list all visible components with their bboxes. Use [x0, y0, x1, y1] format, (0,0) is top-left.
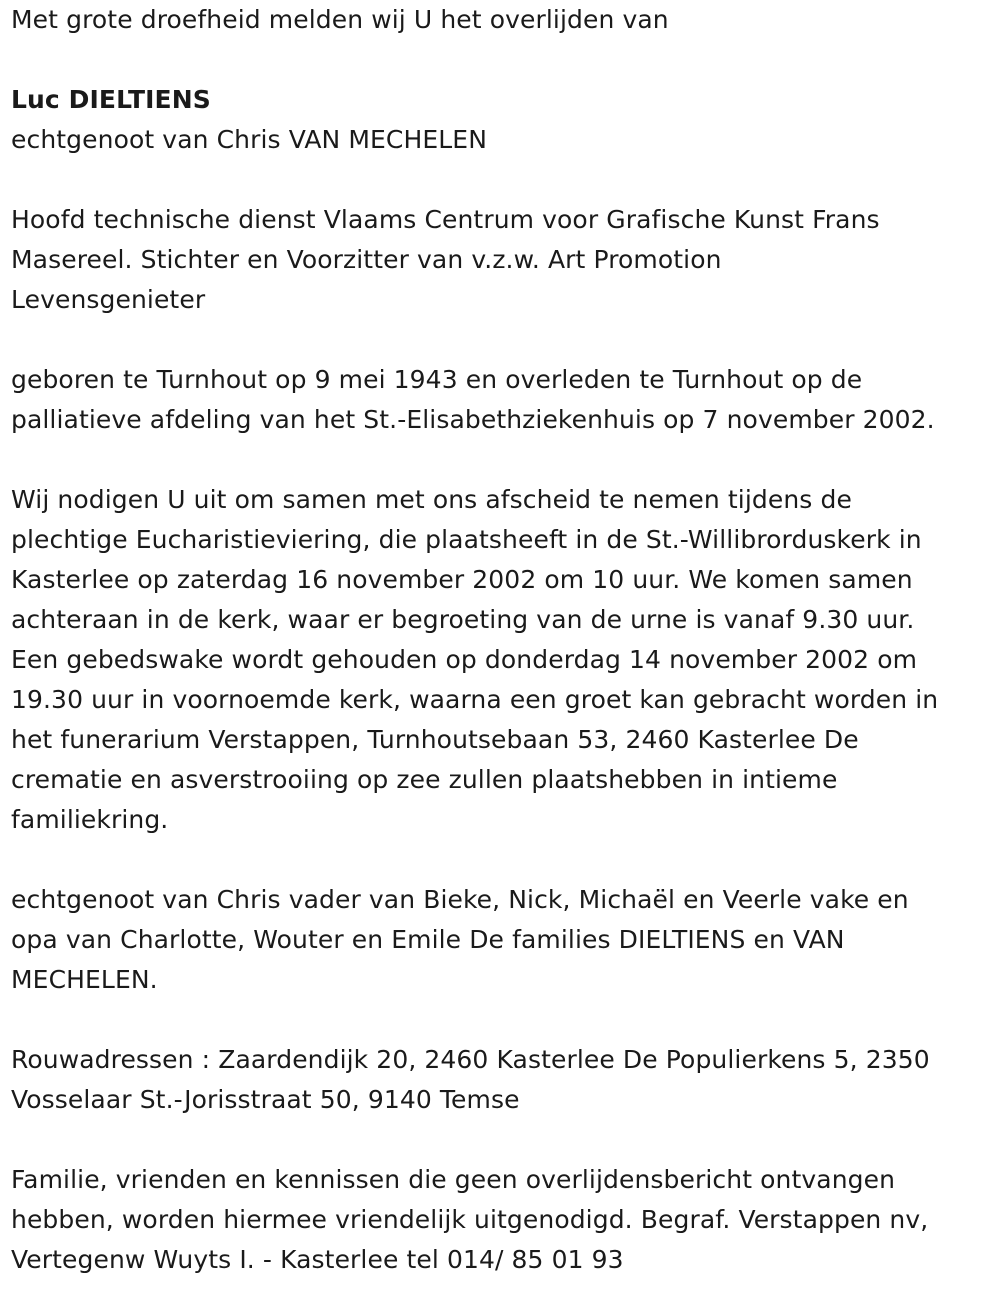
spacer — [11, 1000, 995, 1040]
intro-text: Met grote droefheid melden wij U het overlijden van — [11, 5, 669, 34]
paragraph-line: Familie, vrienden en kennissen die geen overlijdensbericht ontvangen — [11, 1165, 896, 1194]
paragraph-line: Rouwadressen : Zaardendijk 20, 2460 Kasterlee De Populierkens 5, 2350 — [11, 1045, 930, 1074]
paragraph-line: MECHELEN. — [11, 965, 158, 994]
family-paragraph — [11, 880, 995, 1000]
paragraph-line: echtgenoot van Chris vader van Bieke, Nick, Michaël en Veerle vake en — [11, 885, 909, 914]
spacer — [11, 160, 995, 200]
paragraph-line: Vertegenw Wuyts I. - Kasterlee tel 014/ 85 01 93 — [11, 1245, 624, 1274]
spacer — [11, 840, 995, 880]
deceased-name: Luc DIELTIENS — [11, 85, 211, 114]
addresses-paragraph — [11, 1040, 995, 1120]
paragraph-line: opa van Charlotte, Wouter en Emile De families DIELTIENS en VAN — [11, 925, 845, 954]
occupation-paragraph — [11, 200, 995, 320]
paragraph-line: Masereel. Stichter en Voorzitter van v.z.w. Art Promotion — [11, 245, 722, 274]
paragraph-line: familiekring. — [11, 805, 169, 834]
ceremony-paragraph — [11, 480, 995, 840]
closing-paragraph — [11, 1160, 995, 1280]
paragraph-line: het funerarium Verstappen, Turnhoutsebaan 53, 2460 Kasterlee De — [11, 725, 859, 754]
paragraph-line: Kasterlee op zaterdag 16 november 2002 om 10 uur. We komen samen — [11, 565, 913, 594]
spacer — [11, 1120, 995, 1160]
paragraph-line: Vosselaar St.-Jorisstraat 50, 9140 Temse — [11, 1085, 520, 1114]
paragraph-line: Een gebedswake wordt gehouden op donderdag 14 november 2002 om — [11, 645, 918, 674]
paragraph-line: Levensgenieter — [11, 285, 206, 314]
paragraph-line: crematie en asverstrooiing op zee zullen plaatshebben in intieme — [11, 765, 838, 794]
obituary-notice — [11, 0, 995, 1280]
paragraph-line: achteraan in de kerk, waar er begroeting van de urne is vanaf 9.30 uur. — [11, 605, 915, 634]
spouse-line: echtgenoot van Chris VAN MECHELEN — [11, 125, 488, 154]
paragraph-line: 19.30 uur in voornoemde kerk, waarna een groet kan gebracht worden in — [11, 685, 939, 714]
paragraph-line: plechtige Eucharistieviering, die plaatsheeft in de St.-Willibrorduskerk in — [11, 525, 922, 554]
paragraph-line: Wij nodigen U uit om samen met ons afscheid te nemen tijdens de — [11, 485, 852, 514]
spacer — [11, 320, 995, 360]
paragraph-line: Hoofd technische dienst Vlaams Centrum voor Grafische Kunst Frans — [11, 205, 880, 234]
spacer — [11, 40, 995, 80]
spacer — [11, 440, 995, 480]
paragraph-line: geboren te Turnhout op 9 mei 1943 en overleden te Turnhout op de — [11, 365, 863, 394]
paragraph-line: palliatieve afdeling van het St.-Elisabethziekenhuis op 7 november 2002. — [11, 405, 935, 434]
birth-death-paragraph — [11, 360, 995, 440]
paragraph-line: hebben, worden hiermee vriendelijk uitgenodigd. Begraf. Verstappen nv, — [11, 1205, 929, 1234]
